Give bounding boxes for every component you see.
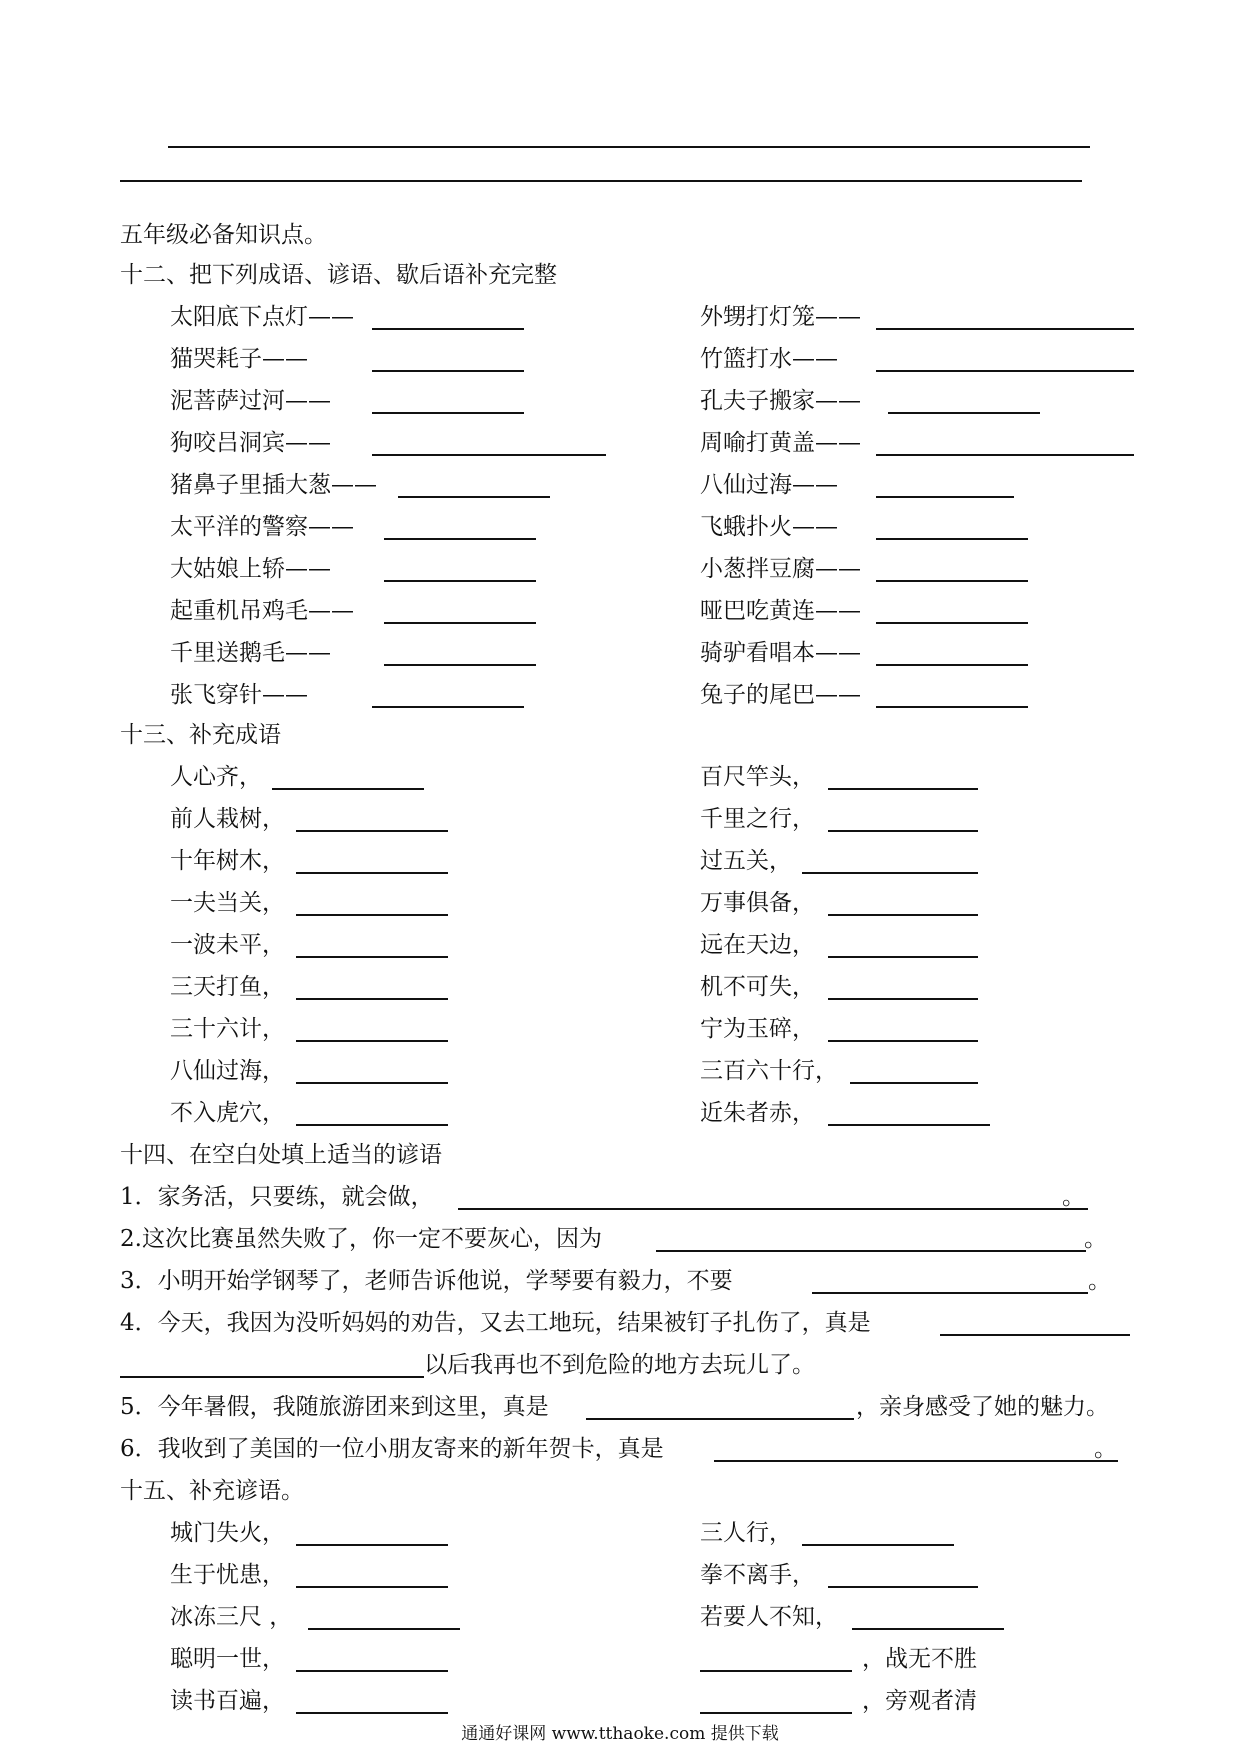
s15-left-item: 冰冻三尺 ， <box>170 1604 293 1630</box>
answer-blank[interactable] <box>398 472 550 498</box>
answer-blank[interactable] <box>828 974 978 1000</box>
s14-question-2: 2.这次比赛虽然失败了，你一定不要灰心，因为 <box>120 1226 602 1252</box>
s15-left-item: 生于忧患， <box>170 1562 285 1588</box>
answer-blank[interactable] <box>828 806 978 832</box>
s12-left-item: 太平洋的警察—— <box>170 514 354 540</box>
s13-right-item: 远在天边， <box>700 932 815 958</box>
answer-blank[interactable] <box>296 806 448 832</box>
s13-right-item: 百尺竿头， <box>700 764 815 790</box>
answer-blank[interactable] <box>296 1520 448 1546</box>
answer-blank[interactable] <box>802 1520 954 1546</box>
s12-left-item: 太阳底下点灯—— <box>170 304 354 330</box>
s14-question-6: 6．我收到了美国的一位小朋友寄来的新年贺卡，真是 <box>120 1436 664 1462</box>
s12-right-item: 兔子的尾巴—— <box>700 682 861 708</box>
s12-right-item: 飞蛾扑火—— <box>700 514 838 540</box>
answer-blank[interactable] <box>700 1688 852 1714</box>
s12-right-item: 竹篮打水—— <box>700 346 838 372</box>
answer-blank[interactable] <box>384 514 536 540</box>
answer-blank[interactable] <box>876 346 1134 372</box>
answer-blank[interactable] <box>828 932 978 958</box>
answer-blank[interactable] <box>372 388 524 414</box>
s12-right-item: 外甥打灯笼—— <box>700 304 861 330</box>
page-title: 五年级必备知识点。 <box>120 222 327 248</box>
s15-right-item: 三人行， <box>700 1520 792 1546</box>
s12-left-item: 大姑娘上轿—— <box>170 556 331 582</box>
answer-blank[interactable] <box>308 1604 460 1630</box>
s15-right-suffix: ，旁观者清 <box>862 1688 977 1714</box>
section-14-heading: 十四、在空白处填上适当的谚语 <box>120 1142 442 1168</box>
s15-left-item: 聪明一世， <box>170 1646 285 1672</box>
s12-left-item: 起重机吊鸡毛—— <box>170 598 354 624</box>
s12-left-item: 张飞穿针—— <box>170 682 308 708</box>
s13-left-item: 人心齐， <box>170 764 262 790</box>
answer-blank[interactable] <box>876 598 1028 624</box>
s12-left-item: 泥菩萨过河—— <box>170 388 331 414</box>
s14-q5-continued: ，亲身感受了她的魅力。 <box>856 1394 1109 1420</box>
s13-left-item: 三天打鱼， <box>170 974 285 1000</box>
s14-q6-end: 。 <box>1094 1436 1117 1462</box>
s15-left-item: 城门失火， <box>170 1520 285 1546</box>
answer-blank[interactable] <box>876 304 1134 330</box>
answer-blank[interactable] <box>296 1058 448 1084</box>
answer-blank[interactable] <box>714 1436 1118 1462</box>
answer-blank[interactable] <box>876 556 1028 582</box>
answer-blank[interactable] <box>296 932 448 958</box>
answer-blank[interactable] <box>802 848 978 874</box>
s15-right-item: 拳不离手， <box>700 1562 815 1588</box>
s13-right-item: 近朱者赤， <box>700 1100 815 1126</box>
s13-right-item: 万事俱备， <box>700 890 815 916</box>
answer-blank[interactable] <box>940 1310 1130 1336</box>
answer-blank[interactable] <box>656 1226 1086 1252</box>
answer-blank[interactable] <box>384 640 536 666</box>
answer-blank[interactable] <box>812 1268 1088 1294</box>
section-12-heading: 十二、把下列成语、谚语、歇后语补充完整 <box>120 262 557 288</box>
answer-blank[interactable] <box>296 890 448 916</box>
s14-q1-end: 。 <box>1062 1184 1085 1210</box>
answer-blank[interactable] <box>458 1184 1088 1210</box>
s14-q4-continued: 以后我再也不到危险的地方去玩儿了。 <box>424 1352 815 1378</box>
s13-left-item: 三十六计， <box>170 1016 285 1042</box>
answer-blank[interactable] <box>876 514 1028 540</box>
answer-blank[interactable] <box>272 764 424 790</box>
answer-blank[interactable] <box>120 1352 424 1378</box>
answer-blank[interactable] <box>296 1562 448 1588</box>
s13-left-item: 前人栽树， <box>170 806 285 832</box>
answer-blank[interactable] <box>372 430 606 456</box>
answer-blank[interactable] <box>372 304 524 330</box>
section-15-heading: 十五、补充谚语。 <box>120 1478 304 1504</box>
s14-q3-end: 。 <box>1088 1268 1111 1294</box>
s12-right-item: 周喻打黄盖—— <box>700 430 861 456</box>
section-13-heading: 十三、补充成语 <box>120 722 281 748</box>
s13-right-item: 机不可失， <box>700 974 815 1000</box>
s15-left-item: 读书百遍， <box>170 1688 285 1714</box>
s12-right-item: 八仙过海—— <box>700 472 838 498</box>
s13-left-item: 不入虎穴， <box>170 1100 285 1126</box>
answer-blank[interactable] <box>828 1016 978 1042</box>
answer-blank[interactable] <box>372 682 524 708</box>
s12-left-item: 猫哭耗子—— <box>170 346 308 372</box>
top-rule-1 <box>168 146 1090 148</box>
answer-blank[interactable] <box>828 890 978 916</box>
s13-right-item: 过五关， <box>700 848 792 874</box>
s12-right-item: 骑驴看唱本—— <box>700 640 861 666</box>
s14-q2-end: 。 <box>1084 1226 1107 1252</box>
footer-source: 通通好课网 www.tthaoke.com 提供下载 <box>461 1724 779 1744</box>
answer-blank[interactable] <box>876 430 1134 456</box>
s15-right-item: 若要人不知， <box>700 1604 838 1630</box>
answer-blank[interactable] <box>888 388 1040 414</box>
top-rule-2 <box>120 180 1082 182</box>
answer-blank[interactable] <box>296 848 448 874</box>
s14-question-4: 4．今天，我因为没听妈妈的劝告，又去工地玩，结果被钉子扎伤了，真是 <box>120 1310 871 1336</box>
answer-blank[interactable] <box>850 1058 978 1084</box>
answer-blank[interactable] <box>586 1394 854 1420</box>
answer-blank[interactable] <box>876 640 1028 666</box>
answer-blank[interactable] <box>384 556 536 582</box>
answer-blank[interactable] <box>296 974 448 1000</box>
answer-blank[interactable] <box>700 1646 852 1672</box>
s12-right-item: 哑巴吃黄连—— <box>700 598 861 624</box>
answer-blank[interactable] <box>296 1688 448 1714</box>
s13-left-item: 十年树木， <box>170 848 285 874</box>
s12-left-item: 猪鼻子里插大葱—— <box>170 472 377 498</box>
s13-right-item: 千里之行， <box>700 806 815 832</box>
s13-left-item: 八仙过海， <box>170 1058 285 1084</box>
answer-blank[interactable] <box>296 1100 448 1126</box>
s14-question-5: 5．今年暑假，我随旅游团来到这里，真是 <box>120 1394 549 1420</box>
answer-blank[interactable] <box>384 598 536 624</box>
s14-question-3: 3．小明开始学钢琴了，老师告诉他说，学琴要有毅力，不要 <box>120 1268 733 1294</box>
answer-blank[interactable] <box>876 682 1028 708</box>
s13-left-item: 一夫当关， <box>170 890 285 916</box>
answer-blank[interactable] <box>828 764 978 790</box>
answer-blank[interactable] <box>828 1100 990 1126</box>
s12-left-item: 千里送鹅毛—— <box>170 640 331 666</box>
s12-right-item: 小葱拌豆腐—— <box>700 556 861 582</box>
s13-right-item: 三百六十行， <box>700 1058 838 1084</box>
answer-blank[interactable] <box>876 472 1014 498</box>
s12-right-item: 孔夫子搬家—— <box>700 388 861 414</box>
answer-blank[interactable] <box>296 1646 448 1672</box>
answer-blank[interactable] <box>852 1604 1004 1630</box>
answer-blank[interactable] <box>828 1562 978 1588</box>
s13-right-item: 宁为玉碎， <box>700 1016 815 1042</box>
s12-left-item: 狗咬吕洞宾—— <box>170 430 331 456</box>
answer-blank[interactable] <box>296 1016 448 1042</box>
s14-question-1: 1．家务活，只要练，就会做， <box>120 1184 434 1210</box>
answer-blank[interactable] <box>372 346 524 372</box>
s15-right-suffix: ，战无不胜 <box>862 1646 977 1672</box>
s13-left-item: 一波未平， <box>170 932 285 958</box>
